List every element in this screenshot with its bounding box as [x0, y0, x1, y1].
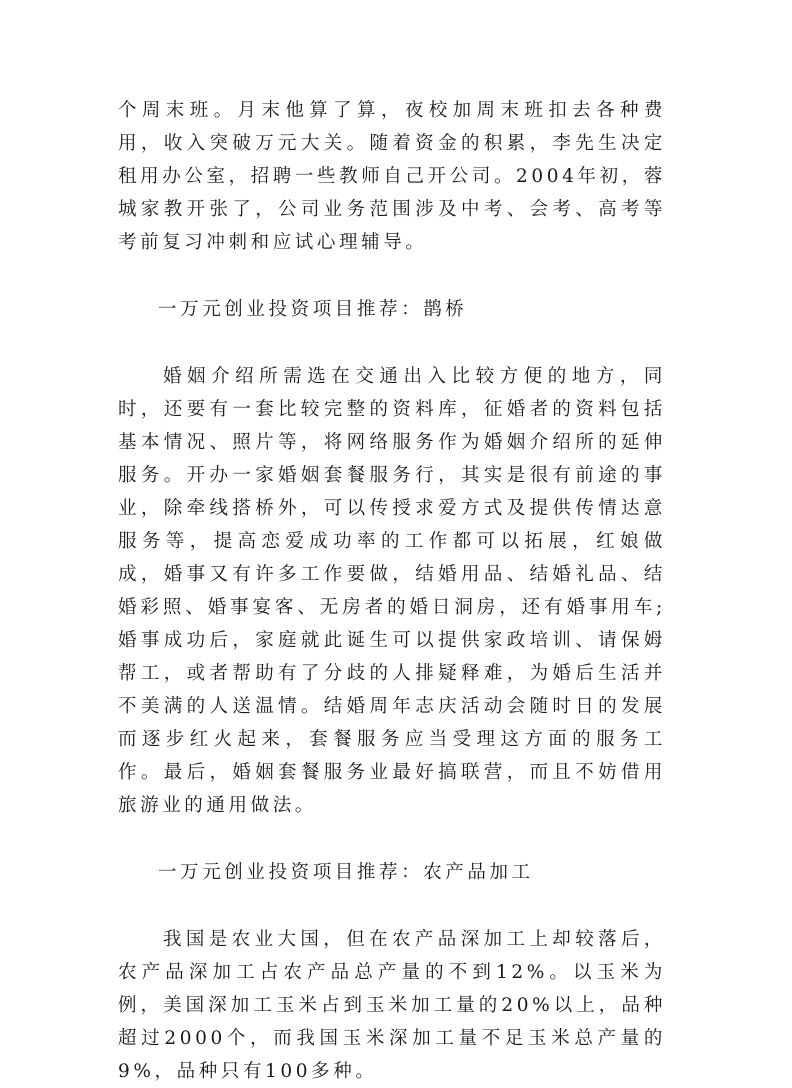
section-heading-magpie-bridge: 一万元创业投资项目推荐：鹊桥 — [158, 299, 468, 320]
paragraph-gap — [118, 822, 666, 856]
paragraph-gap — [118, 889, 666, 923]
body-paragraph-1: 个周末班。月末他算了算，夜校加周末班扣去各种费用，收入突破万元大关。随着资金的积累，李先生决定租用办公室，招聘一些教师自己开公司。2004年初，蓉城家教开张了，公司业务范围涉及中考、会考、高考等考前复习冲刺和应试心理辅导。 — [118, 100, 666, 253]
paragraph-gap — [118, 259, 666, 293]
body-paragraph-2: 婚姻介绍所需选在交通出入比较方便的地方，同时，还要有一套比较完整的资料库，征婚者的资料包括基本情况、照片等，将网络服务作为婚姻介绍所的延伸服务。开办一家婚姻套餐服务行，其实是很有前途的事业，除牵线搭桥外，可以传授求爱方式及提供传情达意服务等，提高恋爱成功率的工作都可以拓展，红娘做成，婚事又有许多工作要做，结婚用品、结婚礼品、结婚彩照、婚事宴客、无房者的婚日洞房，还有婚事用车;婚事成功后，家庭就此诞生可以提供家政培训、请保姆帮工，或者帮助有了分歧的人排疑释难，为婚后生活并不美满的人送温情。结婚周年志庆活动会随时日的发展而逐步红火起来，套餐服务应当受理这方面的服务工作。最后，婚姻套餐服务业最好搞联营，而且不妨借用旅游业的通用做法。 — [118, 366, 666, 816]
section-heading-agricultural-processing: 一万元创业投资项目推荐：农产品加工 — [158, 862, 534, 883]
body-paragraph-3: 我国是农业大国，但在农产品深加工上却较落后，农产品深加工占农产品总产量的不到12%。以玉米为例，美国深加工玉米占到玉米加工量的20%以上，品种超过2000个，而我国玉米深加工量不足玉米总产量的9%，品种只有100多种。 — [118, 929, 666, 1082]
paragraph-gap — [118, 326, 666, 360]
document-page — [118, 94, 666, 1088]
